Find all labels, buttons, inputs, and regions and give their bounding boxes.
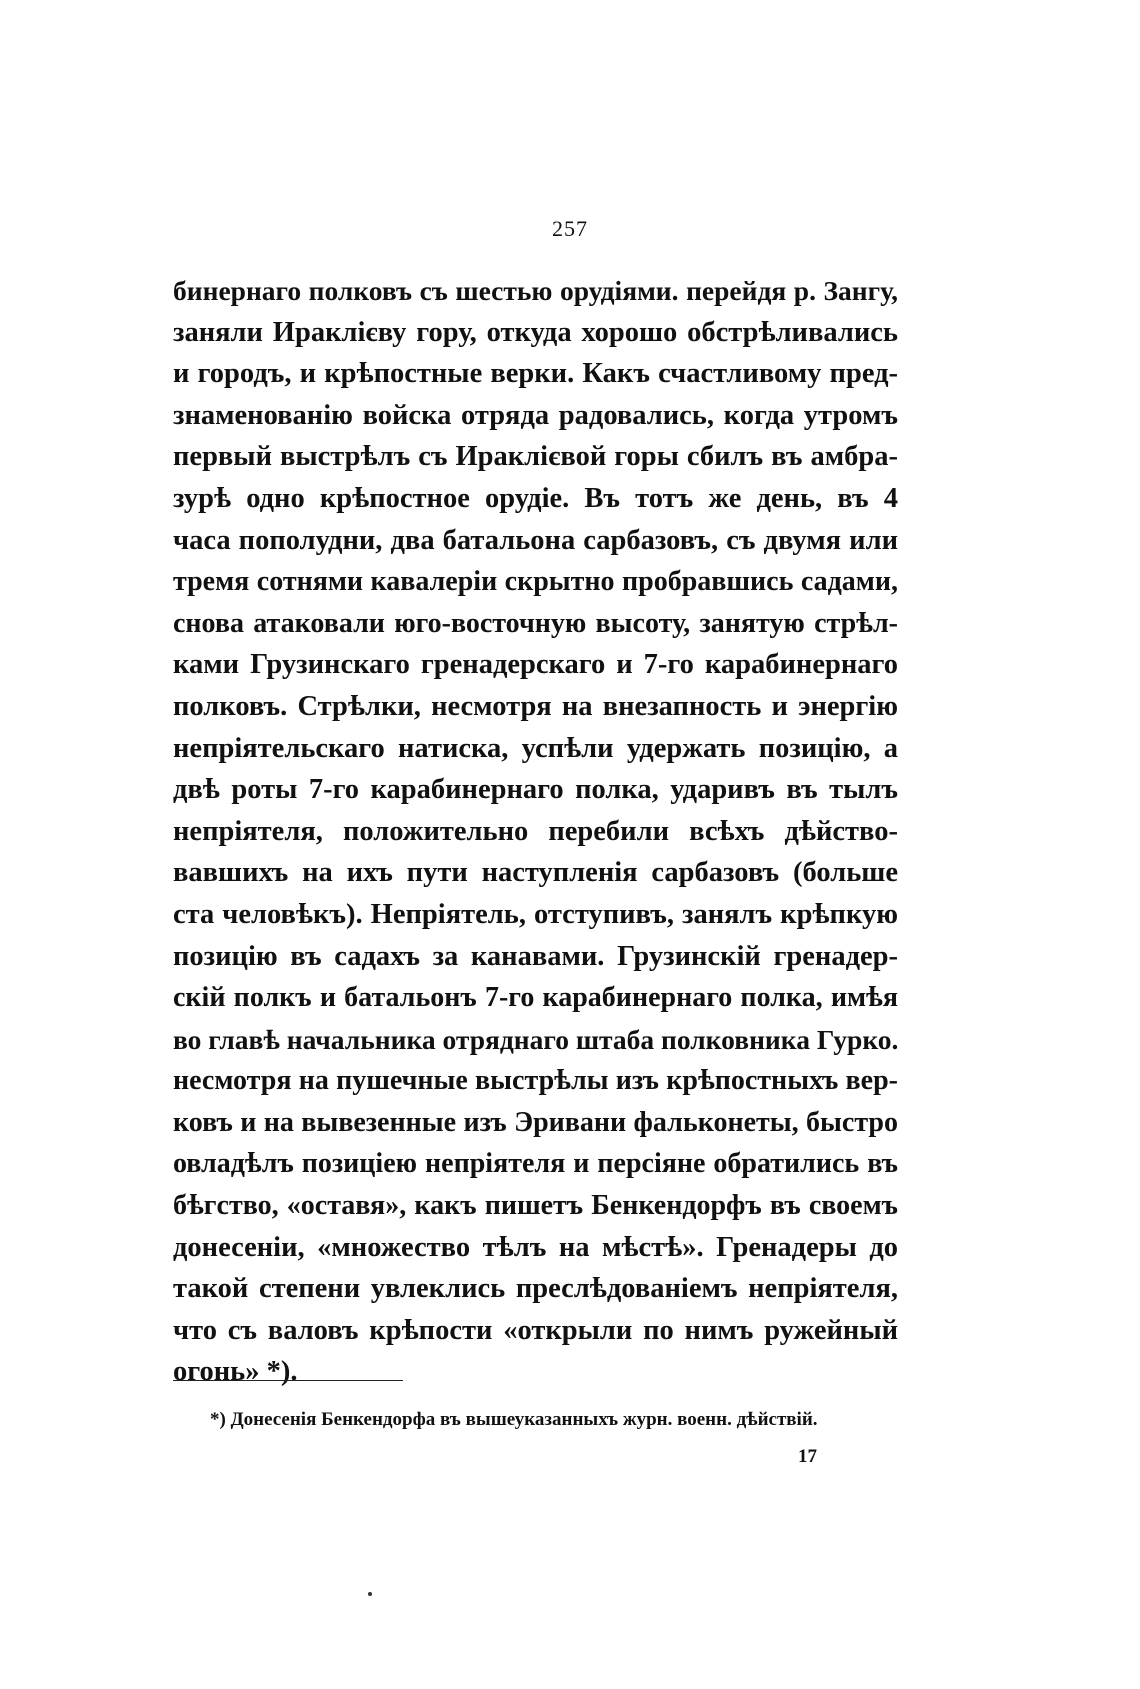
text-line: во главѣ начальника отряднаго штаба полковника Гурко. [173,1023,899,1055]
printer-signature: 17 [798,1446,817,1467]
text-line: ками Грузинскаго гренадерскаго и 7-го карабинернаго [173,649,898,681]
text-line: снова атаковали юго-восточную высоту, занятую стрѣл- [173,607,898,639]
text-line: вавшихъ на ихъ пути наступленія сарбазовъ (больше [173,857,898,889]
text-line: бинернаго полковъ съ шестью орудіями. перейдя р. Зангу, [173,275,898,306]
text-line: бѣгство, «оставя», какъ пишетъ Бенкендорфъ въ своемъ [173,1190,898,1222]
text-line: непріятельскаго натиска, успѣли удержать позицію, а [173,732,898,764]
text-line: огонь» *). [173,1356,298,1388]
text-line: такой степени увлеклись преслѣдованіемъ непріятеля, [173,1273,898,1305]
footnote-rule [173,1380,403,1381]
body-text [173,270,898,1393]
text-line: знаменованію войска отряда радовались, когда утромъ [173,399,898,431]
text-line: что съ валовъ крѣпости «открыли по нимъ ружейный [173,1314,898,1346]
text-line: зурѣ одно крѣпостное орудіе. Въ тотъ же день, въ 4 [173,482,898,514]
text-line: донесеніи, «множество тѣлъ на мѣстѣ». Гренадеры до [173,1231,898,1263]
text-line: ковъ и на вывезенные изъ Эривани фальконеты, быстро [173,1106,898,1138]
text-line: заняли Ираклієву гору, откуда хорошо обстрѣливались [173,316,898,348]
text-line: позицію въ садахъ за канавами. Грузинскій гренадер- [173,940,898,972]
text-line: овладѣлъ позиціею непріятеля и персіяне обратились въ [173,1148,898,1180]
text-line: и городъ, и крѣпостные верки. Какъ счастливому пред- [173,358,898,390]
text-line: тремя сотнями кавалеріи скрытно пробравшись садами, [173,566,898,598]
text-line: непріятеля, положительно перебили всѣхъ дѣйство- [173,815,898,847]
text-line: несмотря на пушечные выстрѣлы изъ крѣпостныхъ вер- [173,1065,898,1097]
text-line: часа пополудни, два батальона сарбазовъ, съ двумя или [173,524,898,556]
text-line: ста человѣкъ). Непріятель, отступивъ, занялъ крѣпкую [173,898,898,930]
paper-speck [368,1592,372,1596]
text-line: двѣ роты 7-го карабинернаго полка, ударивъ въ тылъ [173,774,898,806]
text-line: первый выстрѣлъ съ Ираклієвой горы сбилъ въ амбра- [173,441,898,473]
footnote: *) Донесенія Бенкендорфа въ вышеуказанныхъ журн. военн. дѣйствій. [210,1409,818,1430]
text-line: полковъ. Стрѣлки, несмотря на внезапность и энергію [173,690,898,722]
page-number: 257 [552,216,588,241]
text-line: скій полкъ и батальонъ 7-го карабинернаго полка, имѣя [173,982,898,1014]
